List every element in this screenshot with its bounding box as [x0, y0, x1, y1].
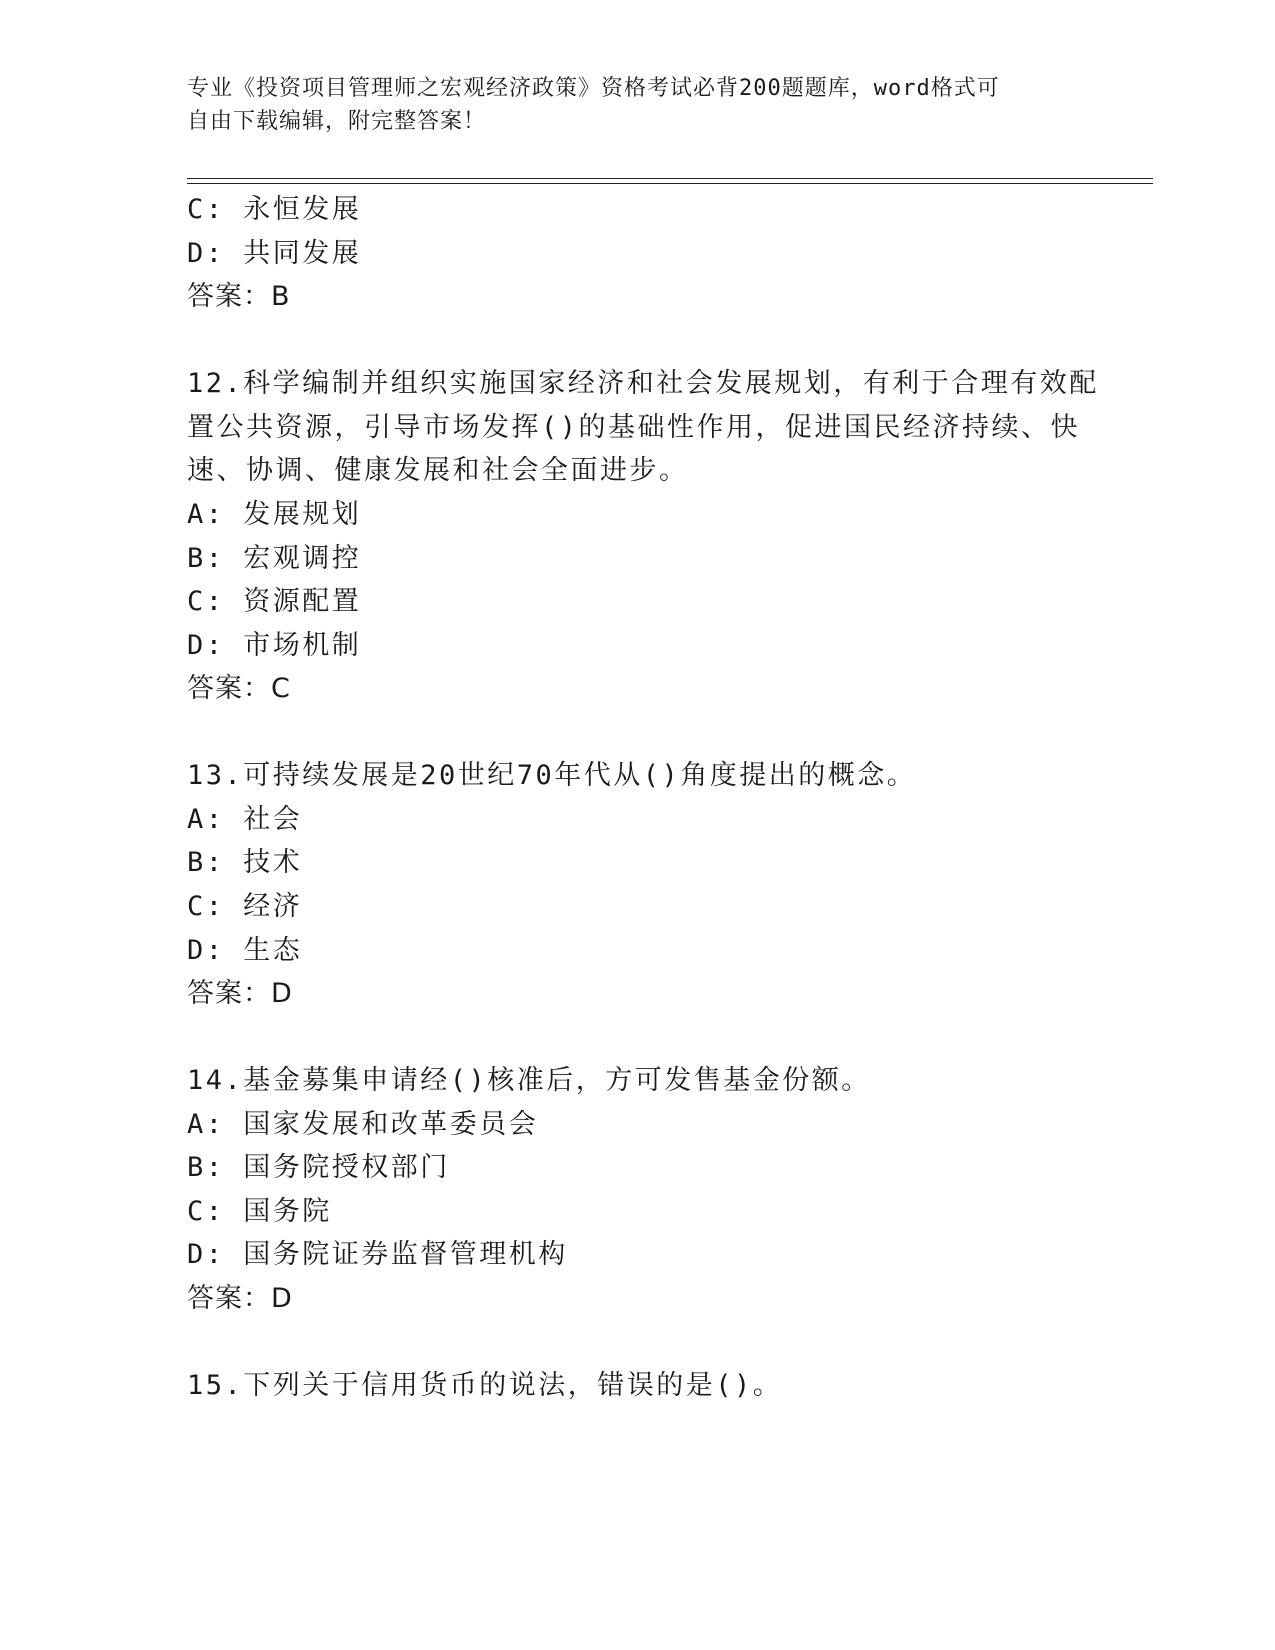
- question-stem-line: 12.科学编制并组织实施国家经济和社会发展规划，有利于合理有效配: [187, 368, 1099, 399]
- answer: 答案：D: [187, 1283, 293, 1314]
- answer: 答案：C: [187, 673, 291, 704]
- option-b: B: 国务院授权部门: [187, 1152, 450, 1183]
- option-a: A: 发展规划: [187, 499, 362, 530]
- header-divider-bottom: [187, 183, 1153, 184]
- option-c: C: 资源配置: [187, 586, 362, 617]
- option-b: B: 技术: [187, 847, 303, 878]
- header-line-2: 自由下载编辑，附完整答案！: [187, 109, 487, 134]
- option-c: C: 经济: [187, 891, 303, 922]
- option-a: A: 社会: [187, 804, 303, 835]
- option-c: C: 国务院: [187, 1196, 332, 1227]
- question-stem-line: 置公共资源，引导市场发挥()的基础性作用，促进国民经济持续、快: [187, 412, 1081, 443]
- question-stem-line: 14.基金募集申请经()核准后，方可发售基金份额。: [187, 1065, 871, 1096]
- header-line-1: 专业《投资项目管理师之宏观经济政策》资格考试必背200题题库，word格式可: [187, 76, 1000, 101]
- option-c: C: 永恒发展: [187, 194, 362, 225]
- option-d: D: 国务院证券监督管理机构: [187, 1239, 568, 1270]
- option-a: A: 国家发展和改革委员会: [187, 1109, 539, 1140]
- option-d: D: 生态: [187, 935, 303, 966]
- header-divider-top: [187, 178, 1153, 179]
- document-header: [187, 72, 1087, 138]
- option-d: D: 共同发展: [187, 238, 362, 269]
- option-b: B: 宏观调控: [187, 543, 362, 574]
- question-stem-line: 13.可持续发展是20世纪70年代从()角度提出的概念。: [187, 760, 917, 791]
- option-d: D: 市场机制: [187, 630, 362, 661]
- question-stem-line: 15.下列关于信用货币的说法，错误的是()。: [187, 1370, 783, 1401]
- answer: 答案：D: [187, 978, 293, 1009]
- question-stem-line: 速、协调、健康发展和社会全面进步。: [187, 455, 689, 486]
- answer: 答案：B: [187, 281, 291, 312]
